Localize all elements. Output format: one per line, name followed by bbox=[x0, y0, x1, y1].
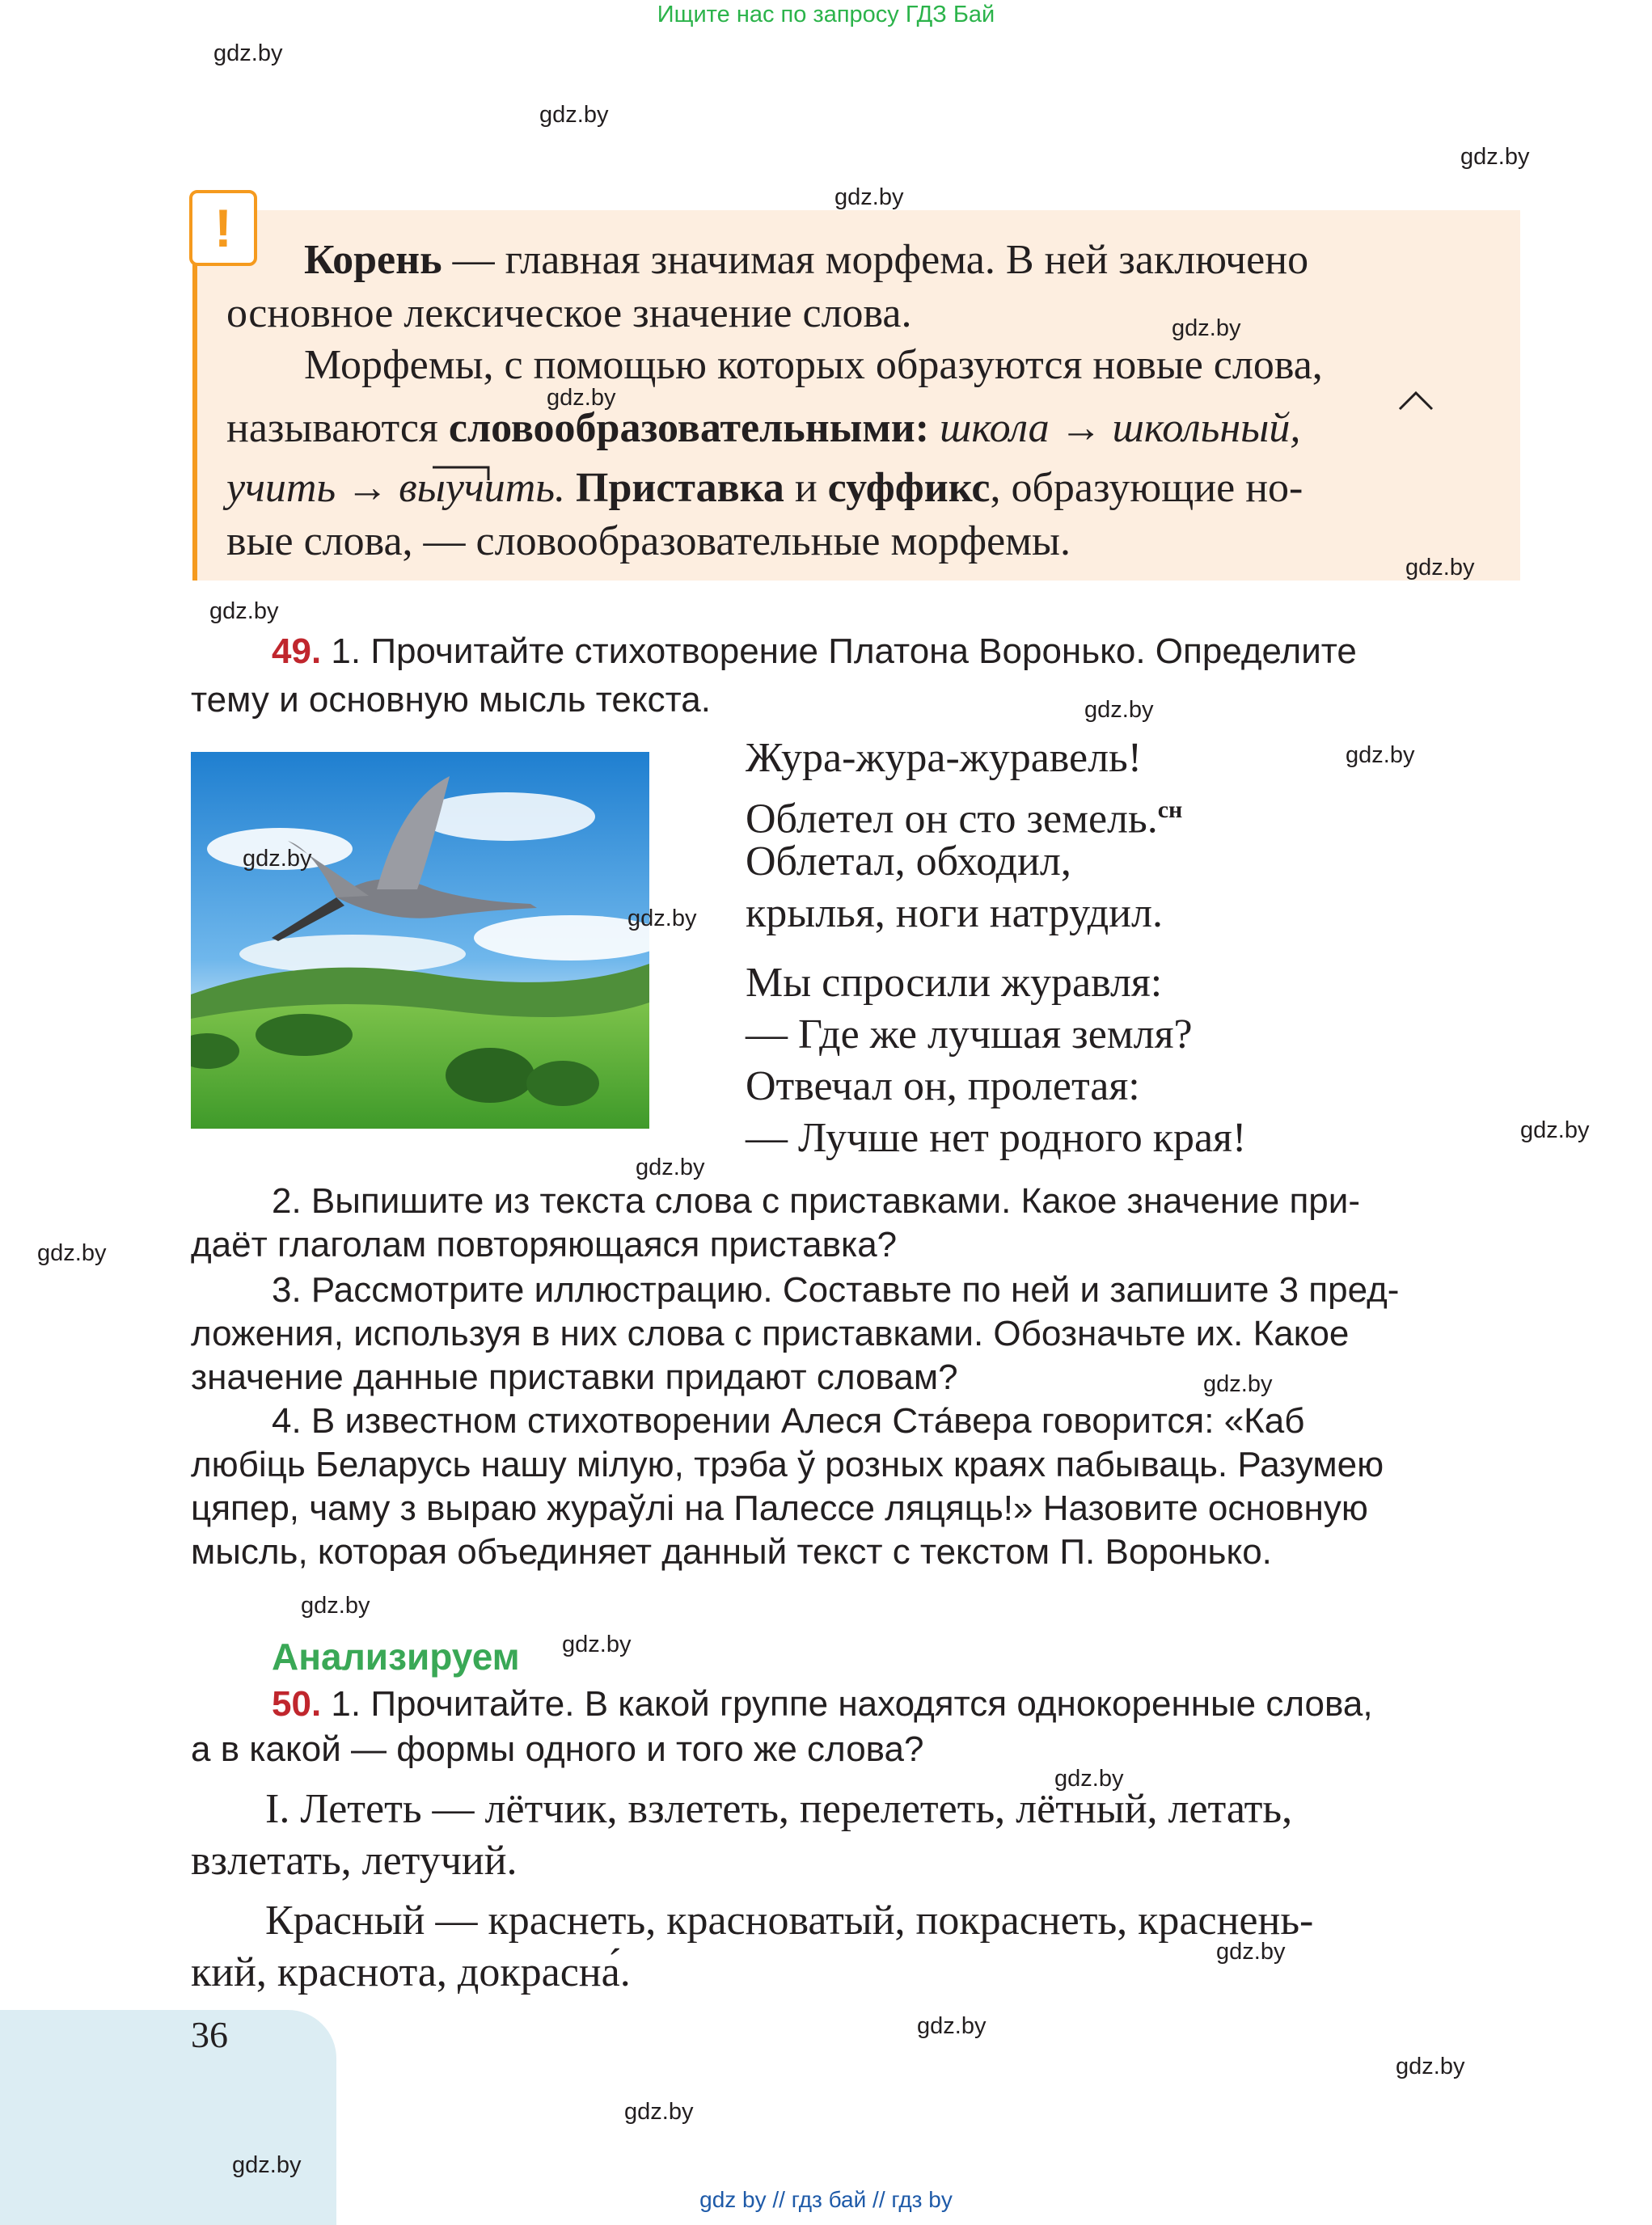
prefix-mark bbox=[430, 464, 492, 482]
watermark: gdz.by bbox=[539, 102, 609, 128]
rule-line: Морфемы, с помощью которых образуются новые слова, bbox=[304, 342, 1323, 388]
poem-line: Облетел он сто земель.$^{сн}$ bbox=[746, 796, 1183, 842]
watermark: gdz.by bbox=[547, 385, 616, 411]
watermark: gdz.by bbox=[1054, 1766, 1124, 1792]
word-group-1: взлетать, летучий. bbox=[191, 1838, 518, 1884]
exercise-49-task1: тему и основную мысль текста. bbox=[191, 680, 711, 720]
watermark: gdz.by bbox=[232, 2152, 302, 2178]
exercise-49-task1: 49. 1. Прочитайте стихотворение Платона Воронько. Определите bbox=[272, 631, 1357, 671]
exercise-49-task3: 3. Рассмотрите иллюстрацию. Составьте по ней и запишите 3 пред- bbox=[272, 1270, 1400, 1310]
exercise-49-task4: мысль, которая объединяет данный текст с текстом П. Воронько. bbox=[191, 1532, 1272, 1572]
watermark: gdz.by bbox=[243, 846, 312, 872]
watermark: gdz.by bbox=[301, 1593, 370, 1619]
exercise-50-task1: 50. 1. Прочитайте. В какой группе находятся однокоренные слова, bbox=[272, 1684, 1373, 1724]
section-title: Анализируем bbox=[272, 1636, 520, 1678]
poem-line: Жура-жура-журавель! bbox=[746, 735, 1143, 781]
exercise-number: 50. bbox=[272, 1684, 322, 1724]
watermark: gdz.by bbox=[627, 906, 697, 931]
watermark: gdz.by bbox=[624, 2099, 694, 2125]
search-banner: Ищите нас по запросу ГДЗ Бай bbox=[657, 2, 995, 27]
exercise-49-task4: любіць Беларусь нашу мілую, трэба ў розных краях пабываць. Разумею bbox=[191, 1445, 1384, 1484]
exercise-49-task3: значение данные приставки придают словам? bbox=[191, 1357, 958, 1397]
poem-line: Облетал, обходил, bbox=[746, 838, 1071, 885]
page-number: 36 bbox=[191, 2014, 228, 2055]
footer-links[interactable]: gdz by // гдз бай // гдз by bbox=[699, 2187, 953, 2212]
watermark: gdz.by bbox=[834, 184, 904, 210]
watermark: gdz.by bbox=[636, 1155, 705, 1180]
exercise-49-task4: 4. В известном стихотворении Алеся Ста́вера говорится: «Каб bbox=[272, 1401, 1305, 1441]
exclamation-icon: ! bbox=[189, 190, 257, 266]
watermark: gdz.by bbox=[1346, 742, 1415, 768]
watermark: gdz.by bbox=[1520, 1117, 1590, 1143]
poem-line: — Где же лучшая земля? bbox=[746, 1011, 1193, 1058]
watermark: gdz.by bbox=[1405, 555, 1475, 581]
poem-line: Мы спросили журавля: bbox=[746, 960, 1163, 1006]
word-group-2: Красный — краснеть, красноватый, покраснеть, краснень- bbox=[265, 1898, 1314, 1944]
term-root: Корень bbox=[304, 237, 442, 283]
exercise-49-task2: 2. Выпишите из текста слова с приставками. Какое значение при- bbox=[272, 1181, 1360, 1221]
exercise-number: 49. bbox=[272, 631, 322, 671]
poem-line: крылья, ноги натрудил. bbox=[746, 890, 1163, 936]
poem-line: — Лучше нет родного края! bbox=[746, 1115, 1247, 1161]
suffix-mark bbox=[1397, 390, 1434, 411]
rule-line: называются словообразовательными: школа → школьный, bbox=[226, 405, 1301, 451]
crane-illustration bbox=[191, 752, 649, 1129]
watermark: gdz.by bbox=[917, 2013, 987, 2039]
word-group-1: I. Лететь — лётчик, взлететь, перелететь, лётный, летать, bbox=[265, 1786, 1293, 1832]
exercise-49-task4: цяпер, чаму з выраю жураўлі на Палессе ляцяць!» Назовите основную bbox=[191, 1488, 1368, 1528]
watermark: gdz.by bbox=[1172, 315, 1241, 341]
poem-line: Отвечал он, пролетая: bbox=[746, 1063, 1140, 1109]
rule-line: основное лексическое значение слова. bbox=[226, 290, 912, 336]
exercise-50-task1: а в какой — формы одного и того же слова? bbox=[191, 1729, 924, 1769]
rule-line: учить → выучить. Приставка и суффикс, образующие но- bbox=[226, 465, 1303, 511]
rule-line: вые слова, — словообразовательные морфемы. bbox=[226, 518, 1071, 564]
footnote-mark: сн bbox=[1157, 796, 1183, 823]
watermark: gdz.by bbox=[1396, 2054, 1465, 2079]
exercise-49-task2: даёт глаголам повторяющаяся приставка? bbox=[191, 1225, 898, 1264]
watermark: gdz.by bbox=[1216, 1939, 1286, 1965]
word-group-2: кий, краснота, докрасна́. bbox=[191, 1949, 631, 1995]
watermark: gdz.by bbox=[213, 40, 283, 66]
watermark: gdz.by bbox=[37, 1240, 107, 1266]
exercise-49-task3: ложения, используя в них слова с приставками. Обозначьте их. Какое bbox=[191, 1314, 1350, 1353]
watermark: gdz.by bbox=[562, 1632, 632, 1657]
rule-line: Корень — главная значимая морфема. В ней заключено bbox=[304, 237, 1309, 283]
watermark: gdz.by bbox=[209, 598, 279, 624]
watermark: gdz.by bbox=[1203, 1371, 1273, 1397]
watermark: gdz.by bbox=[1460, 144, 1530, 170]
watermark: gdz.by bbox=[1084, 697, 1154, 723]
